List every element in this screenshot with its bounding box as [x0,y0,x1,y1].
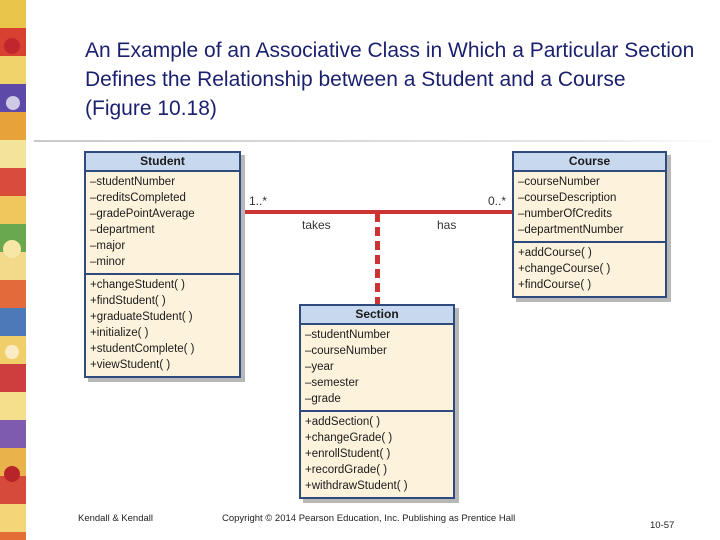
section-attribute: –grade [305,393,341,405]
association-class-dashed-line [375,213,380,305]
section-attribute: –studentNumber [305,329,391,341]
course-attribute: –departmentNumber [518,224,624,236]
section-method: +enrollStudent( ) [305,448,391,460]
course-class-name: Course [514,153,665,172]
footer-copyright: Copyright © 2014 Pearson Education, Inc. Publishing as Prentice Hall [222,513,516,524]
section-method: +addSection( ) [305,416,381,428]
student-class-name: Student [86,153,239,172]
footer-authors: Kendall & Kendall [78,513,153,524]
section-attribute: –courseNumber [305,345,387,357]
student-attribute: –studentNumber [90,176,176,188]
page-number: 10-57 [650,520,675,531]
course-method: +addCourse( ) [518,247,592,259]
course-attribute: –courseDescription [518,192,617,204]
student-methods [86,273,239,376]
section-attribute: –year [305,361,334,373]
section-class [299,304,455,499]
section-methods [301,410,453,497]
course-multiplicity: 0..* [488,194,507,208]
section-method: +recordGrade( ) [305,464,388,476]
takes-role-label: takes [302,218,331,232]
student-attribute: –major [90,240,126,252]
course-attributes [514,172,665,241]
title-divider [34,140,720,142]
student-attribute: –department [90,224,155,236]
section-method: +changeGrade( ) [305,432,393,444]
student-attributes [86,172,239,273]
student-method: +studentComplete( ) [90,343,195,355]
course-attribute: –courseNumber [518,176,600,188]
student-attribute: –creditsCompleted [90,192,186,204]
student-method: +initialize( ) [90,327,149,339]
student-method: +graduateStudent( ) [90,311,193,323]
student-attribute: –minor [90,256,126,268]
course-method: +changeCourse( ) [518,263,611,275]
student-multiplicity: 1..* [249,194,268,208]
student-attribute: –gradePointAverage [90,208,195,220]
decorative-side-strip [0,0,26,540]
course-method: +findCourse( ) [518,279,592,291]
section-attribute: –semester [305,377,359,389]
student-method: +changeStudent( ) [90,279,185,291]
section-class-name: Section [301,306,453,325]
has-role-label: has [437,218,457,232]
section-attributes [301,325,453,410]
course-methods [514,241,665,296]
student-method: +findStudent( ) [90,295,166,307]
slide-title: An Example of an Associative Class in Which a Particular Section Defines the Relationship between a Student and a Course (Figure 10.18) [85,39,695,120]
section-method: +withdrawStudent( ) [305,480,408,492]
student-method: +viewStudent( ) [90,359,171,371]
course-class [512,151,667,298]
course-attribute: –numberOfCredits [518,208,612,220]
student-class [84,151,241,378]
